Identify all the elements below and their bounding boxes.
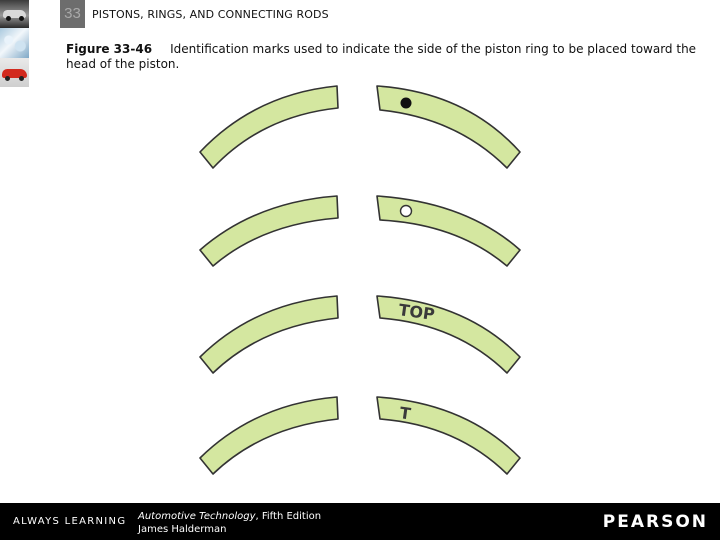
ring-segment-left xyxy=(200,196,338,266)
ring-segment-left xyxy=(200,397,338,474)
footer-bar xyxy=(0,503,720,540)
ring-pair-row-2 xyxy=(200,196,520,266)
book-title-text: Automotive Technology xyxy=(138,511,256,522)
book-title xyxy=(138,511,321,522)
ring-pair-row-4 xyxy=(200,397,520,474)
always-learning-tagline: ALWAYS LEARNING xyxy=(13,516,127,527)
hollow-dot-mark xyxy=(401,206,412,217)
ring-segment-right xyxy=(377,196,520,266)
caption-text: Identification marks used to indicate the side of the piston ring to be placed toward the head of the piston. xyxy=(66,42,697,71)
ring-segment-right xyxy=(377,397,520,474)
ring-segment-right xyxy=(377,86,520,168)
figure-label: Figure 33-46 xyxy=(66,42,153,56)
ring-segment-left xyxy=(200,86,338,168)
chapter-number-badge: 33 xyxy=(60,0,85,28)
filled-dot-mark xyxy=(401,98,412,109)
chapter-title: PISTONS, RINGS, AND CONNECTING RODS xyxy=(92,8,329,21)
top-text-mark: TOP xyxy=(397,300,436,325)
ring-segment-left xyxy=(200,296,338,373)
t-text-mark: T xyxy=(398,403,412,424)
ring-pair-row-1 xyxy=(200,86,520,168)
pearson-logo: PEARSON xyxy=(602,512,708,532)
ring-pair-row-3 xyxy=(200,296,520,373)
book-edition: , Fifth Edition xyxy=(255,511,322,522)
book-author: James Halderman xyxy=(138,524,227,535)
